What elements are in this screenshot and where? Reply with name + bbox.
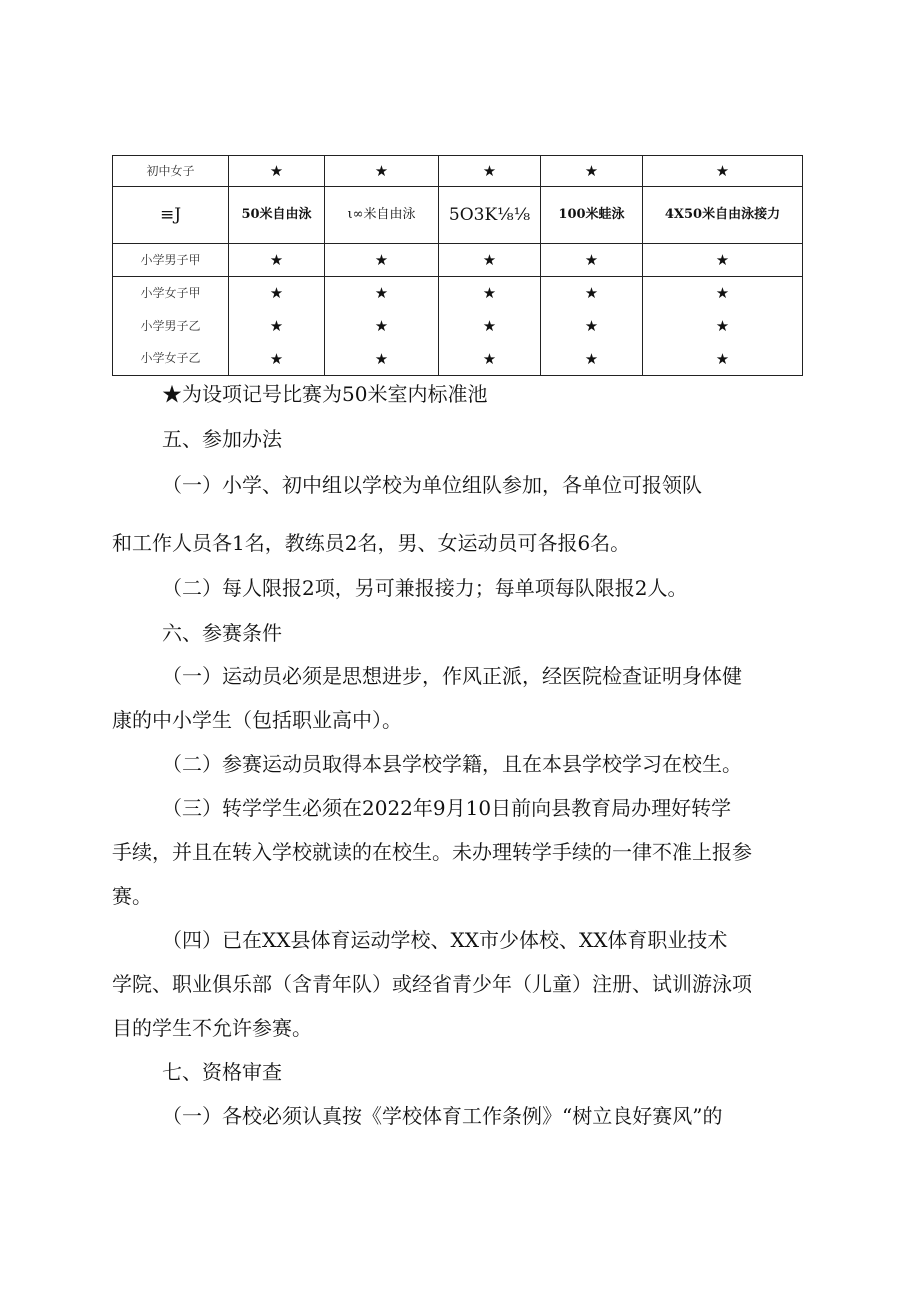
star-icon: ★ xyxy=(269,284,284,303)
table-header-row xyxy=(113,187,803,244)
star-stack xyxy=(541,277,643,376)
star-icon: ★ xyxy=(374,349,389,368)
paragraph-line: 学院、职业俱乐部（含青年队）或经省青少年（儿童）注册、试训游泳项 xyxy=(112,972,752,996)
row-label: 初中女子 xyxy=(113,156,229,187)
star-stack xyxy=(439,277,541,376)
star-icon: ★ xyxy=(643,244,803,277)
paragraph-line: 康的中小学生（包括职业高中）。 xyxy=(112,708,402,732)
paragraph-line: 和工作人员各1名，教练员2名，男、女运动员可各报6名。 xyxy=(112,531,631,555)
header-cell: ι∞米自由泳 xyxy=(325,187,439,244)
table-row xyxy=(113,244,803,277)
row-label: 小学男子甲 xyxy=(113,244,229,277)
star-icon: ★ xyxy=(229,156,325,187)
header-cell: 5O3K⅛⅛ xyxy=(439,187,541,244)
table-row xyxy=(113,156,803,187)
paragraph-line: （三）转学学生必须在2022年9月10日前向县教育局办理好转学 xyxy=(162,796,732,820)
section-title: 五、参加办法 xyxy=(162,427,282,451)
star-stack xyxy=(325,277,439,376)
star-icon: ★ xyxy=(584,349,599,368)
events-table xyxy=(112,155,803,376)
star-icon: ★ xyxy=(229,244,325,277)
header-cell: 4X50米自由泳接力 xyxy=(643,187,803,244)
star-icon: ★ xyxy=(439,156,541,187)
section-title: 六、参赛条件 xyxy=(162,621,282,645)
paragraph-line: （四）已在XX县体育运动学校、XX市少体校、XX体育职业技术 xyxy=(162,928,728,952)
star-icon: ★ xyxy=(269,316,284,335)
star-icon: ★ xyxy=(541,156,643,187)
header-cell: 100米蛙泳 xyxy=(541,187,643,244)
star-icon: ★ xyxy=(269,349,284,368)
star-icon: ★ xyxy=(541,244,643,277)
paragraph-line: （一）各校必须认真按《学校体育工作条例》“树立良好赛风”的 xyxy=(162,1104,723,1128)
paragraph-line: （二）参赛运动员取得本县学校学籍，且在本县学校学习在校生。 xyxy=(162,752,742,776)
star-stack xyxy=(643,277,803,376)
paragraph-line: 赛。 xyxy=(112,884,152,908)
star-icon: ★ xyxy=(584,284,599,303)
star-icon: ★ xyxy=(482,349,497,368)
row-label: 小学女子乙 xyxy=(140,351,201,366)
star-icon: ★ xyxy=(584,316,599,335)
star-icon: ★ xyxy=(715,284,730,303)
row-label: 小学男子乙 xyxy=(140,318,201,333)
paragraph-line: 目的学生不允许参赛。 xyxy=(112,1016,312,1040)
star-icon: ★ xyxy=(715,349,730,368)
row-label-stack xyxy=(113,277,229,376)
star-icon: ★ xyxy=(643,156,803,187)
paragraph-line: 手续，并且在转入学校就读的在校生。未办理转学手续的一律不准上报参 xyxy=(112,840,752,864)
star-stack xyxy=(229,277,325,376)
star-icon: ★ xyxy=(439,244,541,277)
table-note: ★为设项记号比赛为50米室内标准池 xyxy=(162,382,488,406)
header-cell: ≡J xyxy=(113,187,229,244)
row-label: 小学女子甲 xyxy=(140,286,201,301)
table-row-group xyxy=(113,277,803,376)
header-cell: 50米自由泳 xyxy=(229,187,325,244)
star-icon: ★ xyxy=(325,244,439,277)
star-icon: ★ xyxy=(374,284,389,303)
star-icon: ★ xyxy=(482,316,497,335)
star-icon: ★ xyxy=(715,316,730,335)
section-title: 七、资格审查 xyxy=(162,1060,282,1084)
paragraph-line: （一）小学、初中组以学校为单位组队参加，各单位可报领队 xyxy=(162,473,702,497)
star-icon: ★ xyxy=(482,284,497,303)
star-icon: ★ xyxy=(325,156,439,187)
paragraph-line: （一）运动员必须是思想进步，作风正派，经医院检查证明身体健 xyxy=(162,664,742,688)
paragraph-line: （二）每人限报2项，另可兼报接力；每单项每队限报2人。 xyxy=(162,576,688,600)
star-icon: ★ xyxy=(374,316,389,335)
